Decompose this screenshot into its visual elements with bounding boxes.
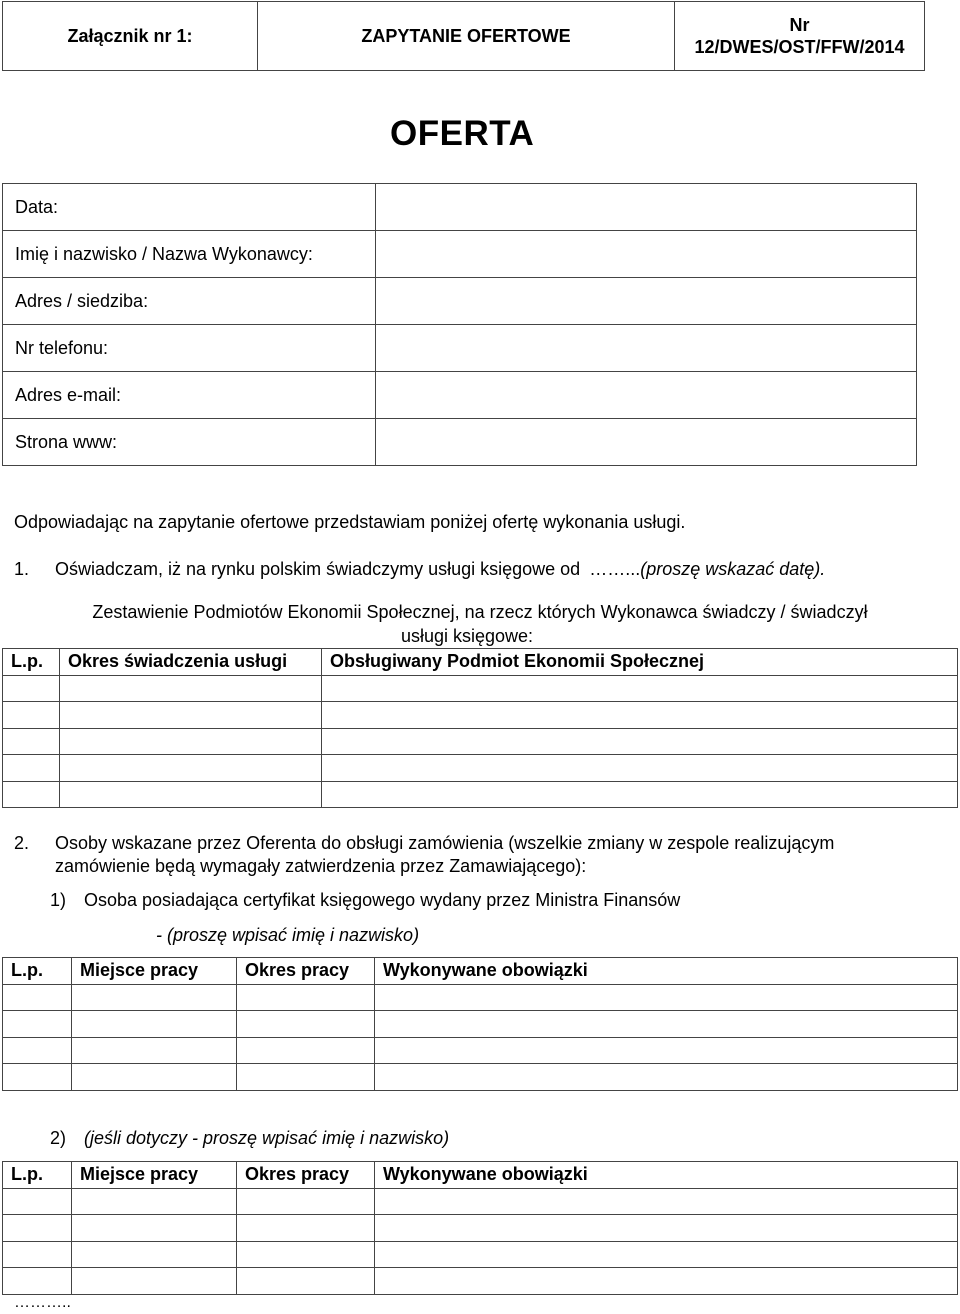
table-row: [3, 1037, 958, 1064]
info-row: [3, 325, 917, 372]
table-cell[interactable]: [375, 984, 958, 1011]
table-row: [3, 1188, 958, 1215]
info-value-field[interactable]: [376, 278, 917, 325]
table-cell[interactable]: [3, 1037, 72, 1064]
info-row: [3, 419, 917, 466]
col-header-duties: Wykonywane obowiązki: [375, 958, 958, 985]
table-cell[interactable]: [3, 1188, 72, 1215]
table-cell[interactable]: [237, 1011, 375, 1038]
contractor-info-table: [2, 183, 917, 466]
info-value-field[interactable]: [376, 419, 917, 466]
item1-text: Osoba posiadająca certyfikat księgowego wydany przez Ministra Finansów: [84, 890, 681, 910]
table-cell[interactable]: [60, 702, 322, 729]
section2-number: 2.: [14, 833, 30, 853]
section1-statement: [55, 559, 825, 580]
table-cell[interactable]: [60, 675, 322, 702]
table-cell[interactable]: [72, 1241, 237, 1268]
info-row: [3, 372, 917, 419]
table-cell[interactable]: [237, 1188, 375, 1215]
table-cell[interactable]: [237, 984, 375, 1011]
table-cell[interactable]: [3, 1215, 72, 1242]
table1-caption-line2: usługi księgowe:: [400, 626, 534, 646]
table-cell[interactable]: [72, 1064, 237, 1091]
table-cell[interactable]: [60, 781, 322, 808]
table-cell[interactable]: [72, 984, 237, 1011]
col-header-lp: L.p.: [3, 958, 72, 985]
info-row: [3, 184, 917, 231]
item2-hint: (jeśli dotyczy - proszę wpisać imię i nazwisko): [84, 1128, 450, 1148]
table-row: [3, 728, 958, 755]
col-header-lp: L.p.: [3, 1162, 72, 1189]
info-value-field[interactable]: [376, 372, 917, 419]
staff-table-2: [2, 1161, 958, 1295]
info-value-field[interactable]: [376, 231, 917, 278]
table-cell[interactable]: [3, 1064, 72, 1091]
table-cell[interactable]: [237, 1064, 375, 1091]
doc-type: ZAPYTANIE OFERTOWE: [258, 2, 675, 71]
table-header-row: [3, 649, 958, 676]
table-cell[interactable]: [237, 1268, 375, 1295]
info-label: Data:: [3, 184, 376, 231]
table-cell[interactable]: [3, 781, 60, 808]
number-value: 12/DWES/OST/FFW/2014: [694, 37, 905, 57]
section2-text-line2: zamówienie będą wymagały zatwierdzenia przez Zamawiającego):: [55, 856, 587, 876]
table-row: [3, 1241, 958, 1268]
table-cell[interactable]: [375, 1268, 958, 1295]
col-header-entity: Obsługiwany Podmiot Ekonomii Społecznej: [322, 649, 958, 676]
col-header-workplace: Miejsce pracy: [72, 1162, 237, 1189]
annex-label: Załącznik nr 1:: [3, 2, 258, 71]
intro-text: Odpowiadając na zapytanie ofertowe przedstawiam poniżej ofertę wykonania usługi.: [14, 512, 686, 532]
item1-hint: - (proszę wpisać imię i nazwisko): [156, 925, 420, 945]
table-cell[interactable]: [322, 675, 958, 702]
table-cell[interactable]: [3, 1011, 72, 1038]
col-header-lp: L.p.: [3, 649, 60, 676]
table-cell[interactable]: [72, 1268, 237, 1295]
table-cell[interactable]: [375, 1215, 958, 1242]
table-cell[interactable]: [60, 728, 322, 755]
footer-dots: ………..: [14, 1294, 71, 1311]
table-cell[interactable]: [322, 781, 958, 808]
table-cell[interactable]: [237, 1215, 375, 1242]
table-cell[interactable]: [375, 1064, 958, 1091]
table-row: [3, 1011, 958, 1038]
col-header-work-period: Okres pracy: [237, 1162, 375, 1189]
table-cell[interactable]: [237, 1241, 375, 1268]
table-row: [3, 1064, 958, 1091]
info-label: Imię i nazwisko / Nazwa Wykonawcy:: [3, 231, 376, 278]
section1-number: 1.: [14, 559, 30, 579]
table-cell[interactable]: [3, 1241, 72, 1268]
table-cell[interactable]: [375, 1037, 958, 1064]
table-row: [3, 1268, 958, 1295]
table-cell[interactable]: [3, 1268, 72, 1295]
table-row: [3, 1215, 958, 1242]
info-value-field[interactable]: [376, 184, 917, 231]
section1-hint: (proszę wskazać datę).: [640, 559, 826, 579]
table-cell[interactable]: [375, 1011, 958, 1038]
table-cell[interactable]: [375, 1241, 958, 1268]
col-header-period: Okres świadczenia usługi: [60, 649, 322, 676]
table-header-row: [3, 958, 958, 985]
table-cell[interactable]: [3, 984, 72, 1011]
table-cell[interactable]: [72, 1011, 237, 1038]
table-cell[interactable]: [322, 702, 958, 729]
info-label: Adres e-mail:: [3, 372, 376, 419]
table-cell[interactable]: [322, 755, 958, 782]
info-label: Nr telefonu:: [3, 325, 376, 372]
section1-text: Oświadczam, iż na rynku polskim świadczymy usługi księgowe od: [55, 559, 581, 579]
header-table: [2, 1, 925, 71]
table-cell[interactable]: [3, 755, 60, 782]
table-cell[interactable]: [72, 1215, 237, 1242]
item1-number: 1): [50, 890, 67, 910]
table-cell[interactable]: [60, 755, 322, 782]
col-header-work-period: Okres pracy: [237, 958, 375, 985]
item2-number: 2): [50, 1128, 67, 1148]
section2-text-line1: Osoby wskazane przez Oferenta do obsługi zamówienia (wszelkie zmiany w zespole realizującym: [55, 833, 835, 853]
col-header-workplace: Miejsce pracy: [72, 958, 237, 985]
table-row: [3, 984, 958, 1011]
table-row: [3, 781, 958, 808]
table-cell[interactable]: [3, 675, 60, 702]
number-label: Nr: [789, 15, 810, 35]
table-header-row: [3, 1162, 958, 1189]
staff-table-1: [2, 957, 958, 1091]
section1-dots: ……...: [589, 559, 641, 579]
info-row: [3, 278, 917, 325]
page-title: OFERTA: [390, 114, 535, 153]
table-row: [3, 755, 958, 782]
entities-table: [2, 648, 958, 808]
table-row: [3, 675, 958, 702]
table-cell[interactable]: [375, 1188, 958, 1215]
offer-number: [675, 2, 925, 71]
table-cell[interactable]: [3, 728, 60, 755]
info-label: Adres / siedziba:: [3, 278, 376, 325]
info-value-field[interactable]: [376, 325, 917, 372]
table-cell[interactable]: [322, 728, 958, 755]
table1-caption-line1: Zestawienie Podmiotów Ekonomii Społecznej, na rzecz których Wykonawca świadczy / świadczył: [92, 602, 868, 622]
col-header-duties: Wykonywane obowiązki: [375, 1162, 958, 1189]
table-cell[interactable]: [72, 1037, 237, 1064]
info-label: Strona www:: [3, 419, 376, 466]
table-cell[interactable]: [237, 1037, 375, 1064]
info-row: [3, 231, 917, 278]
table-row: [3, 702, 958, 729]
table-cell[interactable]: [3, 702, 60, 729]
table-cell[interactable]: [72, 1188, 237, 1215]
